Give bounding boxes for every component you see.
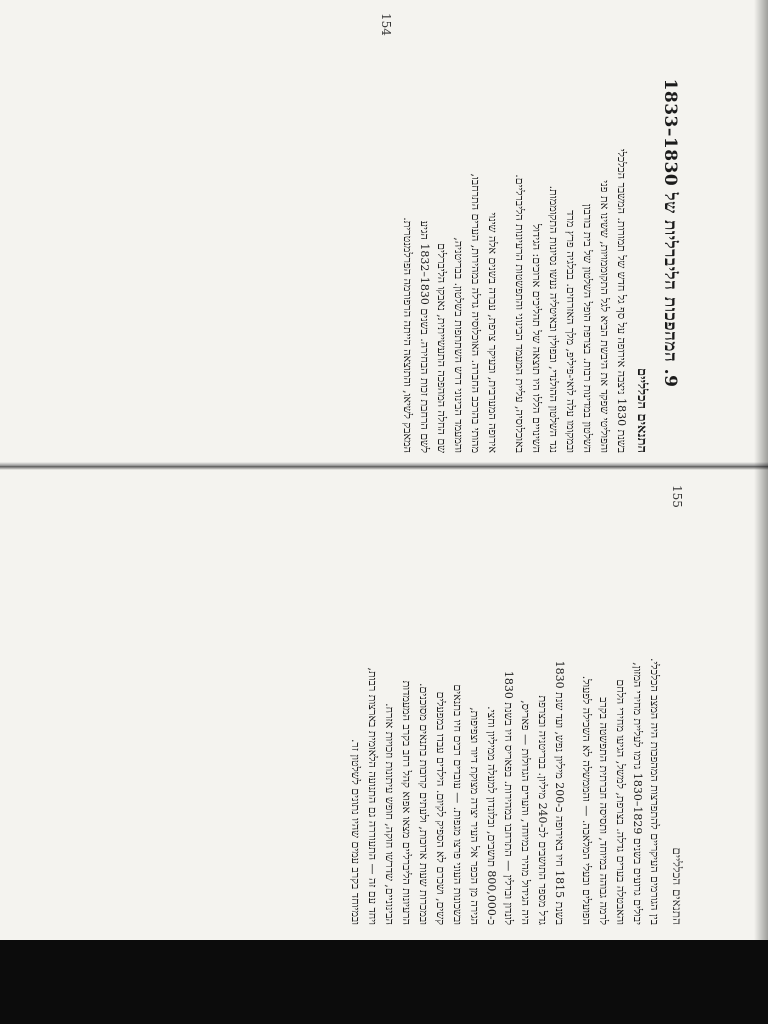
text-line: הרעיונות הליברליים מצאו אפוא קהל רחב בקרב המעמדות [400, 680, 413, 925]
page-155-body [347, 475, 663, 935]
text-line: והפוליטי שפקד את היבשת הביא לגל התקוממויות, ששינו את פני [598, 180, 611, 453]
page-154-body [399, 3, 630, 463]
text-line: קשים, ושכרם לא הספיק לקיום. הילדים עבדו במפעלים [434, 691, 447, 925]
text-line: לונדון וברלין — התרחבו במהירות. בפאריס חיו בשנת 1830 [502, 670, 515, 925]
text-line: ובמכרות שעות ארוכות, ולעתים קרובות בתנאים מסוכנים. [417, 683, 430, 925]
page-155 [84, 475, 684, 935]
text-line: היה הגידול מהיר במיוחד, והערים הגדולות — פאריס, [519, 700, 532, 925]
text-line: לרמה גבוהה במיוחד, ותסיסה חברתית התפשטה בקרב [597, 697, 610, 925]
book-gutter [0, 462, 768, 470]
text-line: המאבק לשיאו, והתוצאה הייתה הרפורמה הפרלמנטרית. [401, 217, 414, 453]
text-line: שם החלה המהפכה התעשייתית, נאבקו הליברלים [435, 243, 448, 453]
text-line: הפועלים ובעלי המלאכה. — והממשלה לא השכילה לפעול. [580, 675, 593, 925]
running-head-title: התנאים הכלליים [670, 847, 684, 925]
text-line: בשנת 1830 ניצבה אירופה על סף גל חדש של תמורות. המשבר הכלכלי [615, 148, 628, 453]
text-line: ובמקומו עלה לואי-פיליפ, מלך האזרחים. בבלגיה פרץ מרד [564, 210, 577, 453]
page-154 [84, 3, 684, 463]
text-line: בין הגורמים העיקריים להתפרצות המהפכות היה המצב הכלכלי. [648, 658, 661, 925]
text-line: לשם הרחבת זכות הבחירה. בשנים 1830–1832 הגיע [418, 220, 431, 453]
running-head [663, 475, 684, 935]
text-line: מהותי בהרכב החברה. האוכלוסיה גדלה במהירות, הערים התרחבו, [469, 173, 482, 453]
text-line: כ-800,000 תושבים, ובלונדון למעלה ממיליון וחצי. [485, 706, 498, 925]
text-line: יבולים גרועים בשנים 1829–1830 גרמו לעליית מחירי המזון, [631, 662, 644, 925]
page-number: 154 [379, 13, 393, 36]
page-number: 155 [670, 485, 684, 508]
text-line: ויחד עם זה — התעוררה גם התנועה הלאומית בארצות רבות, [366, 667, 379, 925]
text-line: והאבטלה בערים גדלה. בצרפת, למשל, הגיעו מחירי הלחם [614, 679, 627, 925]
section-heading: התנאים הכלליים [634, 368, 649, 453]
text-line: גדל מספר התושבים לכ-240 מיליון. בבריטניה ובצרפת [536, 695, 549, 925]
text-line: והמעמד הבינוני דרש השתתפות בשלטון. בבריטניה, [452, 237, 465, 453]
text-line: ובשכונות העוני פרצו מגפות. — עובדים רבים חיו בתנאים [451, 684, 464, 925]
text-line: ובמיוחד בקרב עמים שהיו נתונים לשלטון זר. [349, 738, 362, 925]
scanner-background [0, 940, 768, 1024]
text-line: אירופה המערבית, ובעיקר צרפת, עברה בשנים אלה שינוי [486, 212, 499, 453]
text-line: הגירה מן הכפר אל העיר יצרה מצוקת דיור וצפיפות, [468, 707, 481, 925]
text-line: הבינוניים, שדרשו חוקה, חופש עיתונות וזכויות אזרח. [383, 703, 396, 925]
text-line: באוכלוסיה, עליית המעמד הבינוני והתפשטות הרעיונות הליברליים. [513, 174, 526, 453]
chapter-title: 9. המהפכות הליברליות של 1830–1833 [660, 78, 680, 388]
paragraph-gap [501, 13, 511, 453]
text-line: נגד השלטון ההולנדי, ובפולין ובאיטליה נעשו נסיונות התקוממות. [547, 185, 560, 453]
text-line: השלטון במדינות רבות. בצרפת הופל השלטון של בית בורבון [581, 203, 594, 453]
text-line: בשנת 1815 חיו באירופה כ-200 מיליון נפש, ועד שנת 1830 [553, 660, 566, 925]
paragraph-gap [568, 485, 578, 925]
text-line: השינויים הללו היו תוצאה של תהליכים ארוכים: הגידול [530, 223, 543, 453]
page-edge-shadow [754, 0, 768, 940]
